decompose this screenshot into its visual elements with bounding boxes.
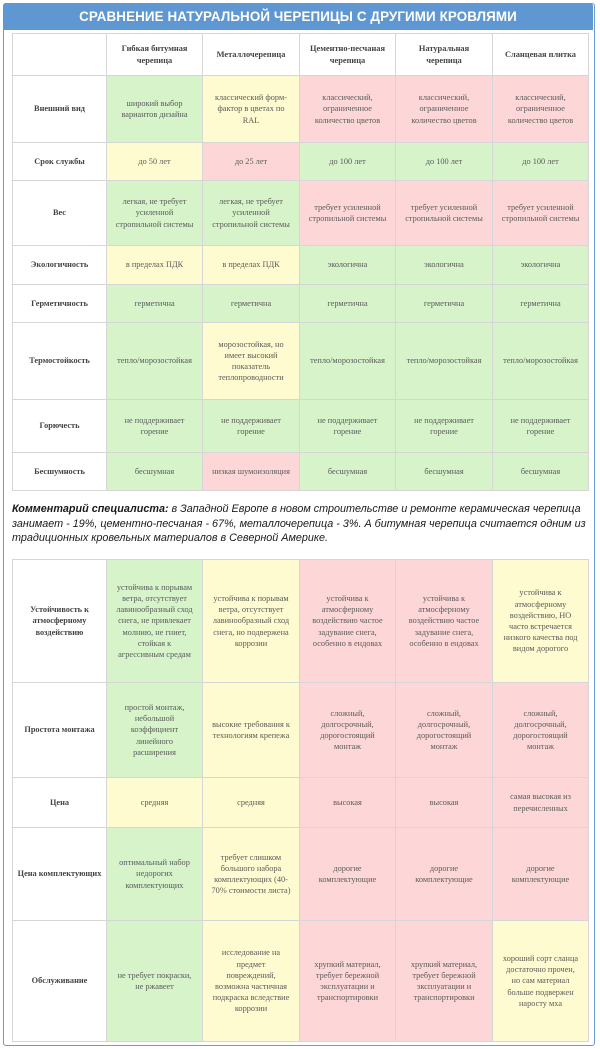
table-cell: до 25 лет (203, 143, 300, 181)
table-cell: устойчива к порывам ветра, отсутствует лавинообразный сход снега, не привлекает молнию, не гниет, стойкая к агрессивным средам (107, 560, 203, 683)
table-row (13, 921, 589, 1042)
table-cell: устойчива к атмосферному воздействию частое задувание снега, особенно в ендовах (300, 560, 396, 683)
table-cell: не требует покраски, не ржавеет (107, 921, 203, 1042)
table-cell: в пределах ПДК (107, 246, 203, 285)
row-label: Экологичность (13, 246, 107, 285)
table-row (13, 400, 589, 453)
table-cell: средняя (107, 778, 203, 828)
row-label: Обслуживание (13, 921, 107, 1042)
row-label: Термостойкость (13, 323, 107, 400)
row-label: Герметичность (13, 285, 107, 323)
table-cell: широкий выбор вариантов дизайна (107, 76, 203, 143)
table-cell: герметична (493, 285, 589, 323)
row-label: Вес (13, 181, 107, 246)
column-header: Сланцевая плитка (493, 34, 589, 76)
table-cell: сложный, долгосрочный, дорогостоящий монтаж (300, 683, 396, 778)
table-cell: морозостойкая, но имеет высокий показатель теплопроводности (203, 323, 300, 400)
comparison-table-top (12, 33, 589, 491)
column-header: Натуральная черепица (396, 34, 493, 76)
table-cell: не поддерживает горение (107, 400, 203, 453)
table-cell: сложный, долгосрочный, дорогостоящий монтаж (396, 683, 493, 778)
table-cell: тепло/морозостойкая (107, 323, 203, 400)
table-cell: не поддерживает горение (300, 400, 396, 453)
table-cell: устойчива к атмосферному воздействию частое задувание снега, особенно в ендовах (396, 560, 493, 683)
table-cell: требует усиленной стропильной системы (396, 181, 493, 246)
table-cell: до 50 лет (107, 143, 203, 181)
table-cell: дорогие комплектующие (300, 828, 396, 921)
table-cell: классический, ограниченное количество цветов (493, 76, 589, 143)
table-cell: в пределах ПДК (203, 246, 300, 285)
comparison-table-bottom (12, 559, 589, 1042)
table-cell: до 100 лет (396, 143, 493, 181)
table-cell: оптимальный набор недорогих комплектующих (107, 828, 203, 921)
comment-text: в Западной Европе в новом строительстве и ремонте керамическая черепица занимает - 19%, цементно-песчаная - 67%, металлочерепица - 3%. А битумная черепица считается одним из традиционных кровельных материалов в Северной Америке. (12, 503, 586, 544)
table-cell: экологична (493, 246, 589, 285)
table-cell: не поддерживает горение (203, 400, 300, 453)
table-cell: не поддерживает горение (396, 400, 493, 453)
table-cell: самая высокая из перечисленных (493, 778, 589, 828)
table-cell: высокая (300, 778, 396, 828)
table-cell: низкая шумоизоляция (203, 453, 300, 491)
table-cell: исследование на предмет повреждений, возможна частичная подкраска вследствие коррозии (203, 921, 300, 1042)
table-row (13, 143, 589, 181)
table-cell: герметична (107, 285, 203, 323)
table-cell: герметична (203, 285, 300, 323)
comment-label: Комментарий специалиста: (12, 503, 169, 515)
column-header: Гибкая битумная черепица (107, 34, 203, 76)
table-row (13, 778, 589, 828)
table-cell: бесшумная (300, 453, 396, 491)
table-cell: экологична (396, 246, 493, 285)
row-label: Цена комплектующих (13, 828, 107, 921)
page-title: СРАВНЕНИЕ НАТУРАЛЬНОЙ ЧЕРЕПИЦЫ С ДРУГИМИ КРОВЛЯМИ (3, 3, 593, 30)
table-cell: требует слишком большого набора комплектующих (40-70% стоимости листа) (203, 828, 300, 921)
table-cell: сложный, долгосрочный, дорогостоящий монтаж (493, 683, 589, 778)
table-row (13, 453, 589, 491)
row-label: Цена (13, 778, 107, 828)
table-cell: простой монтаж, небольшой коэффициент линейного расширения (107, 683, 203, 778)
table-cell: дорогие комплектующие (396, 828, 493, 921)
row-label: Бесшумность (13, 453, 107, 491)
table-cell: легкая, не требует усиленной стропильной системы (203, 181, 300, 246)
specialist-comment (12, 502, 588, 552)
table-row (13, 181, 589, 246)
table-row (13, 323, 589, 400)
table-cell: устойчива к порывам ветра, отсутствует лавинообразный сход снега, но подвержена коррозии (203, 560, 300, 683)
header-row (13, 34, 589, 76)
column-header: Цементно-песчаная черепица (300, 34, 396, 76)
table-cell: классический, ограниченное количество цветов (300, 76, 396, 143)
table-cell: классический, ограниченное количество цветов (396, 76, 493, 143)
table-cell: хрупкий материал, требует бережной эксплуатации и транспортировки (396, 921, 493, 1042)
row-label: Простота монтажа (13, 683, 107, 778)
table-cell: до 100 лет (493, 143, 589, 181)
table-cell: классический форм-фактор в цветах по RAL (203, 76, 300, 143)
table-cell: тепло/морозостойкая (396, 323, 493, 400)
table-cell: устойчива к атмосферному воздействию, НО часто встречается низкого качества под видом дорогого (493, 560, 589, 683)
table-row (13, 285, 589, 323)
table-cell: бесшумная (493, 453, 589, 491)
table-cell: бесшумная (107, 453, 203, 491)
row-label: Внешний вид (13, 76, 107, 143)
column-header: Металлочерепица (203, 34, 300, 76)
table-cell: легкая, не требует усиленной стропильной системы (107, 181, 203, 246)
table-cell: экологична (300, 246, 396, 285)
row-label: Устойчивость к атмосферному воздействию (13, 560, 107, 683)
row-label: Горючесть (13, 400, 107, 453)
table-cell: средняя (203, 778, 300, 828)
table-cell: до 100 лет (300, 143, 396, 181)
table-cell: бесшумная (396, 453, 493, 491)
table-cell: хороший сорт сланца достаточно прочен, но сам материал больше подвержен наросту мха (493, 921, 589, 1042)
table-cell: дорогие комплектующие (493, 828, 589, 921)
table-cell: хрупкий материал, требует бережной эксплуатации и транспортировки (300, 921, 396, 1042)
corner-cell (13, 34, 107, 76)
table-row (13, 828, 589, 921)
table-cell: тепло/морозостойкая (300, 323, 396, 400)
row-label: Срок службы (13, 143, 107, 181)
table-cell: тепло/морозостойкая (493, 323, 589, 400)
table-cell: высокие требования к технологиям крепежа (203, 683, 300, 778)
table-cell: герметична (300, 285, 396, 323)
table-cell: герметична (396, 285, 493, 323)
table-cell: требует усиленной стропильной системы (493, 181, 589, 246)
table-cell: требует усиленной стропильной системы (300, 181, 396, 246)
table-cell: высокая (396, 778, 493, 828)
table-row (13, 246, 589, 285)
table-row (13, 560, 589, 683)
table-row (13, 683, 589, 778)
table-cell: не поддерживает горение (493, 400, 589, 453)
table-row (13, 76, 589, 143)
